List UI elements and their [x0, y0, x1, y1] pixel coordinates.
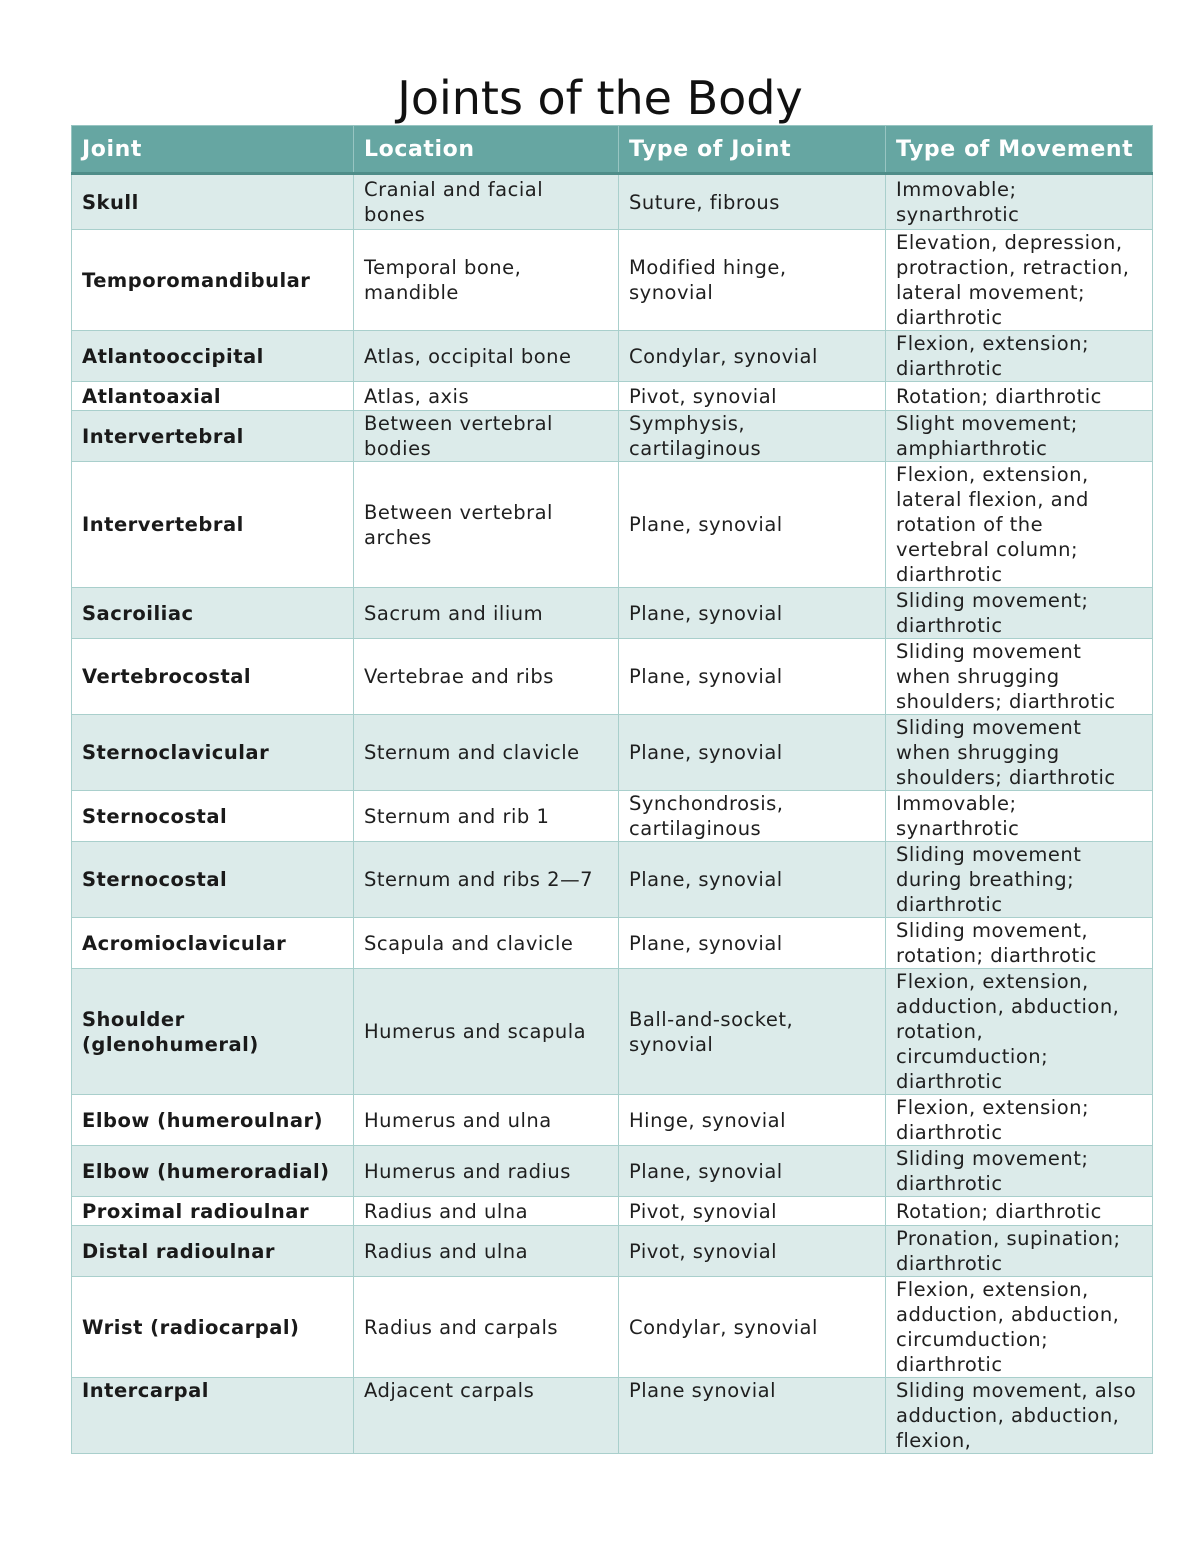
table-row: [72, 462, 1153, 588]
type-of-joint-cell: Hinge, synovial: [619, 1095, 886, 1146]
joint-cell: Elbow (humeroulnar): [72, 1095, 354, 1146]
type-of-movement-cell: Immovable; synarthrotic: [886, 174, 1153, 230]
type-of-joint-cell: Plane, synovial: [619, 918, 886, 969]
location-cell: Adjacent carpals: [354, 1378, 619, 1454]
type-of-movement-cell: Flexion, extension; diarthrotic: [886, 331, 1153, 382]
joint-cell: Sacroiliac: [72, 588, 354, 639]
location-cell: Humerus and ulna: [354, 1095, 619, 1146]
type-of-movement-cell: Sliding movement during breathing; diarthrotic: [886, 842, 1153, 918]
table-row: [72, 969, 1153, 1095]
type-of-movement-cell: Sliding movement; diarthrotic: [886, 588, 1153, 639]
type-of-movement-cell: Slight movement; amphiarthrotic: [886, 411, 1153, 462]
table-row: [72, 230, 1153, 331]
table-row: [72, 918, 1153, 969]
joint-cell: Skull: [72, 174, 354, 230]
joint-cell: Distal radioulnar: [72, 1226, 354, 1277]
location-cell: Sternum and ribs 2—7: [354, 842, 619, 918]
page-title: Joints of the Body: [397, 71, 803, 125]
type-of-joint-cell: Pivot, synovial: [619, 382, 886, 411]
type-of-joint-cell: Condylar, synovial: [619, 1277, 886, 1378]
type-of-joint-cell: Synchondrosis, cartilaginous: [619, 791, 886, 842]
location-cell: Between vertebral arches: [354, 462, 619, 588]
type-of-joint-cell: Ball-and-socket, synovial: [619, 969, 886, 1095]
table-row: [72, 588, 1153, 639]
location-cell: Sternum and clavicle: [354, 715, 619, 791]
table-row: [72, 1197, 1153, 1226]
type-of-movement-cell: Elevation, depression, protraction, retraction, lateral movement; diarthrotic: [886, 230, 1153, 331]
header-type-of-joint: Type of Joint: [619, 126, 886, 174]
type-of-joint-cell: Plane, synovial: [619, 1146, 886, 1197]
table-row: [72, 639, 1153, 715]
joint-cell: Wrist (radiocarpal): [72, 1277, 354, 1378]
type-of-joint-cell: Plane synovial: [619, 1378, 886, 1454]
joint-cell: Sternocostal: [72, 842, 354, 918]
table-row: [72, 791, 1153, 842]
header-type-of-movement: Type of Movement: [886, 126, 1153, 174]
type-of-joint-cell: Plane, synovial: [619, 842, 886, 918]
type-of-movement-cell: Sliding movement; diarthrotic: [886, 1146, 1153, 1197]
location-cell: Scapula and clavicle: [354, 918, 619, 969]
joints-table: [71, 125, 1153, 1454]
joint-cell: Temporomandibular: [72, 230, 354, 331]
joint-cell: Intercarpal: [72, 1378, 354, 1454]
type-of-movement-cell: Flexion, extension; diarthrotic: [886, 1095, 1153, 1146]
header-joint: Joint: [72, 126, 354, 174]
joint-cell: Atlantoaxial: [72, 382, 354, 411]
joint-cell: Elbow (humeroradial): [72, 1146, 354, 1197]
type-of-joint-cell: Modified hinge, synovial: [619, 230, 886, 331]
type-of-movement-cell: Rotation; diarthrotic: [886, 382, 1153, 411]
table-row: [72, 382, 1153, 411]
type-of-movement-cell: Rotation; diarthrotic: [886, 1197, 1153, 1226]
type-of-movement-cell: Sliding movement when shrugging shoulders; diarthrotic: [886, 639, 1153, 715]
table-row: [72, 842, 1153, 918]
type-of-movement-cell: Sliding movement when shrugging shoulders; diarthrotic: [886, 715, 1153, 791]
type-of-movement-cell: Immovable; synarthrotic: [886, 791, 1153, 842]
location-cell: Sternum and rib 1: [354, 791, 619, 842]
type-of-movement-cell: Flexion, extension, adduction, abduction, rotation, circumduction; diarthrotic: [886, 969, 1153, 1095]
table-row: [72, 1226, 1153, 1277]
table-row: [72, 1146, 1153, 1197]
location-cell: Cranial and facial bones: [354, 174, 619, 230]
location-cell: Atlas, occipital bone: [354, 331, 619, 382]
location-cell: Atlas, axis: [354, 382, 619, 411]
type-of-joint-cell: Plane, synovial: [619, 715, 886, 791]
location-cell: Radius and carpals: [354, 1277, 619, 1378]
location-cell: Temporal bone, mandible: [354, 230, 619, 331]
joint-cell: Acromioclavicular: [72, 918, 354, 969]
joint-cell: Sternocostal: [72, 791, 354, 842]
joint-cell: Proximal radioulnar: [72, 1197, 354, 1226]
location-cell: Radius and ulna: [354, 1226, 619, 1277]
type-of-joint-cell: Symphysis, cartilaginous: [619, 411, 886, 462]
table-row: [72, 174, 1153, 230]
type-of-joint-cell: Suture, fibrous: [619, 174, 886, 230]
type-of-joint-cell: Plane, synovial: [619, 462, 886, 588]
type-of-joint-cell: Pivot, synovial: [619, 1226, 886, 1277]
type-of-movement-cell: Flexion, extension, lateral flexion, and rotation of the vertebral column; diarthrotic: [886, 462, 1153, 588]
location-cell: Between vertebral bodies: [354, 411, 619, 462]
table-row: [72, 1095, 1153, 1146]
type-of-movement-cell: Pronation, supination; diarthrotic: [886, 1226, 1153, 1277]
table-body: [72, 174, 1153, 1454]
type-of-joint-cell: Plane, synovial: [619, 588, 886, 639]
location-cell: Humerus and scapula: [354, 969, 619, 1095]
type-of-movement-cell: Flexion, extension, adduction, abduction, circumduction; diarthrotic: [886, 1277, 1153, 1378]
joint-cell: Intervertebral: [72, 462, 354, 588]
header-row: [72, 126, 1153, 174]
table-row: [72, 411, 1153, 462]
joint-cell: Intervertebral: [72, 411, 354, 462]
location-cell: Radius and ulna: [354, 1197, 619, 1226]
location-cell: Humerus and radius: [354, 1146, 619, 1197]
type-of-joint-cell: Pivot, synovial: [619, 1197, 886, 1226]
type-of-joint-cell: Condylar, synovial: [619, 331, 886, 382]
table-row: [72, 331, 1153, 382]
type-of-movement-cell: Sliding movement, rotation; diarthrotic: [886, 918, 1153, 969]
joint-cell: Atlantooccipital: [72, 331, 354, 382]
table-row: [72, 1277, 1153, 1378]
joint-cell: Shoulder (glenohumeral): [72, 969, 354, 1095]
joint-cell: Sternoclavicular: [72, 715, 354, 791]
table-row: [72, 1378, 1153, 1454]
location-cell: Vertebrae and ribs: [354, 639, 619, 715]
type-of-joint-cell: Plane, synovial: [619, 639, 886, 715]
type-of-movement-cell: Sliding movement, also adduction, abduction, flexion,: [886, 1378, 1153, 1454]
table-row: [72, 715, 1153, 791]
header-location: Location: [354, 126, 619, 174]
location-cell: Sacrum and ilium: [354, 588, 619, 639]
joint-cell: Vertebrocostal: [72, 639, 354, 715]
